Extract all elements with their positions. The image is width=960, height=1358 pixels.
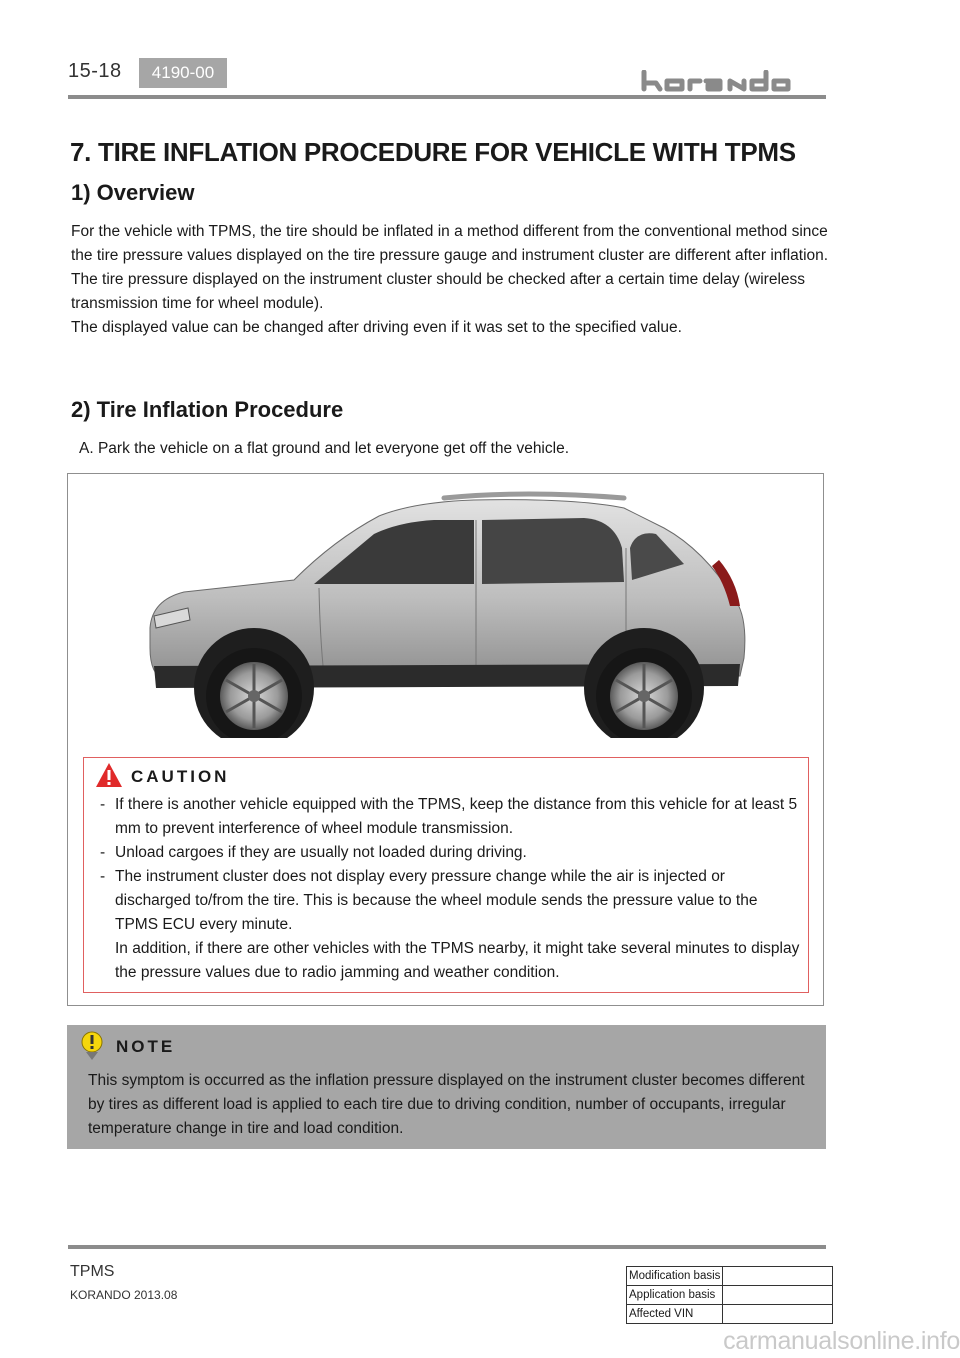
- vehicle-side-image: [144, 488, 750, 738]
- caution-item-text: If there is another vehicle equipped with the TPMS, keep the distance from this vehicle for at least 5 mm to prevent interference of wheel module transmission.: [115, 796, 798, 837]
- list-dash: -: [100, 796, 106, 813]
- table-row: [627, 1305, 833, 1324]
- list-dash: -: [100, 844, 106, 861]
- overview-text: [71, 220, 831, 340]
- table-row: [627, 1267, 833, 1286]
- note-title: NOTE: [116, 1037, 176, 1056]
- footer-rule: [68, 1245, 826, 1249]
- korando-logo: [640, 70, 826, 92]
- overview-paragraph: The displayed value can be changed after driving even if it was set to the specified value.: [71, 319, 682, 336]
- page-title: 7. TIRE INFLATION PROCEDURE FOR VEHICLE WITH TPMS: [70, 137, 796, 167]
- warning-triangle-icon: [95, 762, 123, 788]
- note-lightbulb-icon: [80, 1031, 104, 1061]
- header-rule: [68, 95, 826, 99]
- section-code-badge: 4190-00: [139, 58, 227, 88]
- table-label: Modification basis: [627, 1267, 723, 1286]
- overview-paragraph: For the vehicle with TPMS, the tire should be inflated in a method different from the conventional method since the tire pressure values displayed on the tire pressure gauge and instrument cluster are different after inflation.: [71, 223, 829, 264]
- table-row: [627, 1286, 833, 1305]
- revision-info-table: [626, 1266, 833, 1324]
- caution-extra-text: In addition, if there are other vehicles with the TPMS nearby, it might take several minutes to display the pressure values due to radio jamming and weather condition.: [115, 940, 800, 981]
- watermark: carmanualsonline.info: [723, 1327, 960, 1355]
- overview-heading: 1) Overview: [71, 180, 195, 205]
- table-label: Affected VIN: [627, 1305, 723, 1324]
- caution-item: [100, 865, 800, 937]
- table-label: Application basis: [627, 1286, 723, 1305]
- procedure-heading: 2) Tire Inflation Procedure: [71, 397, 344, 422]
- table-value: [723, 1286, 833, 1305]
- caution-item-text: The instrument cluster does not display every pressure change while the air is injected or discharged to/from the tire. This is because the wheel module sends the pressure value to the TPMS ECU every minute.: [115, 868, 758, 933]
- list-dash: -: [100, 868, 106, 885]
- caution-list: [100, 793, 800, 985]
- caution-item: [100, 841, 800, 865]
- caution-item-text: Unload cargoes if they are usually not loaded during driving.: [115, 844, 527, 861]
- footer-section: TPMS: [70, 1263, 115, 1280]
- table-value: [723, 1267, 833, 1286]
- step-a: A. Park the vehicle on a flat ground and let everyone get off the vehicle.: [79, 440, 569, 457]
- overview-paragraph: The tire pressure displayed on the instrument cluster should be checked after a certain time delay (wireless transmission time for wheel module).: [71, 271, 806, 312]
- caution-title: CAUTION: [131, 767, 230, 786]
- page-number: 15-18: [68, 60, 122, 82]
- note-text: This symptom is occurred as the inflation pressure displayed on the instrument cluster becomes different by tires as different load is applied to each tire due to driving condition, number of occupants, irregular temperature change in tire and load condition.: [88, 1072, 805, 1137]
- footer-model: KORANDO 2013.08: [70, 1288, 178, 1302]
- caution-extra: [100, 937, 800, 985]
- table-value: [723, 1305, 833, 1324]
- caution-item: [100, 793, 800, 841]
